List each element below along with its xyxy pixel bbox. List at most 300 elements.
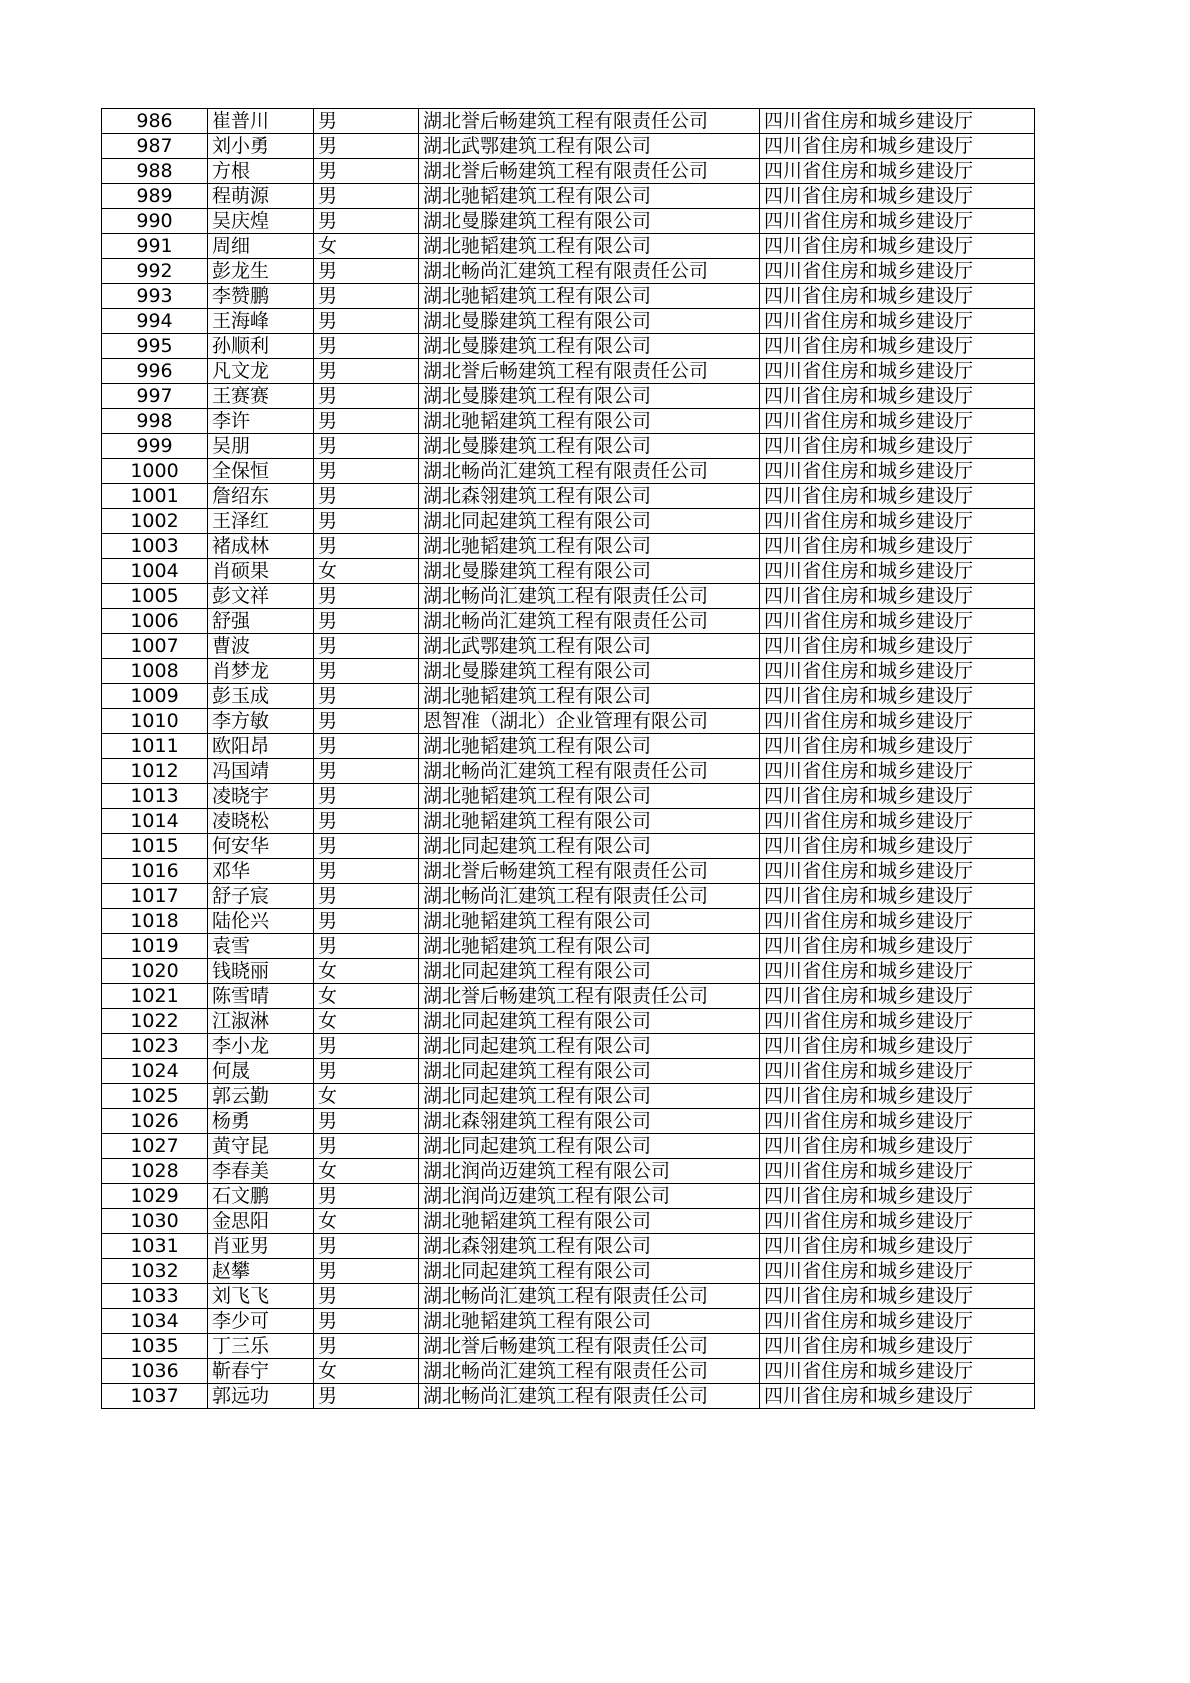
serial-number-cell: 993 <box>102 284 208 309</box>
gender-cell: 男 <box>314 334 419 359</box>
gender-cell: 女 <box>314 1084 419 1109</box>
table-row <box>102 109 1035 134</box>
company-cell: 湖北同起建筑工程有限公司 <box>419 1034 760 1059</box>
company-cell: 湖北誉后畅建筑工程有限责任公司 <box>419 984 760 1009</box>
table-row <box>102 634 1035 659</box>
table-row <box>102 984 1035 1009</box>
department-cell: 四川省住房和城乡建设厅 <box>760 309 1035 334</box>
company-cell: 湖北驰韬建筑工程有限公司 <box>419 784 760 809</box>
gender-cell: 男 <box>314 159 419 184</box>
gender-cell: 男 <box>314 209 419 234</box>
gender-cell: 男 <box>314 584 419 609</box>
gender-cell: 男 <box>314 1059 419 1084</box>
department-cell: 四川省住房和城乡建设厅 <box>760 1259 1035 1284</box>
name-cell: 欧阳昂 <box>208 734 314 759</box>
gender-cell: 男 <box>314 784 419 809</box>
serial-number-cell: 990 <box>102 209 208 234</box>
serial-number-cell: 1024 <box>102 1059 208 1084</box>
serial-number-cell: 991 <box>102 234 208 259</box>
table-row <box>102 1234 1035 1259</box>
serial-number-cell: 1015 <box>102 834 208 859</box>
name-cell: 袁雪 <box>208 934 314 959</box>
gender-cell: 男 <box>314 1284 419 1309</box>
table-row <box>102 684 1035 709</box>
department-cell: 四川省住房和城乡建设厅 <box>760 1184 1035 1209</box>
table-row <box>102 209 1035 234</box>
department-cell: 四川省住房和城乡建设厅 <box>760 1209 1035 1234</box>
company-cell: 湖北曼滕建筑工程有限公司 <box>419 334 760 359</box>
department-cell: 四川省住房和城乡建设厅 <box>760 559 1035 584</box>
name-cell: 李少可 <box>208 1309 314 1334</box>
company-cell: 湖北誉后畅建筑工程有限责任公司 <box>419 109 760 134</box>
company-cell: 湖北畅尚汇建筑工程有限责任公司 <box>419 1359 760 1384</box>
company-cell: 湖北同起建筑工程有限公司 <box>419 509 760 534</box>
company-cell: 湖北森翎建筑工程有限公司 <box>419 484 760 509</box>
gender-cell: 女 <box>314 1359 419 1384</box>
serial-number-cell: 1008 <box>102 659 208 684</box>
department-cell: 四川省住房和城乡建设厅 <box>760 484 1035 509</box>
table-row <box>102 184 1035 209</box>
department-cell: 四川省住房和城乡建设厅 <box>760 909 1035 934</box>
table-row <box>102 909 1035 934</box>
serial-number-cell: 1025 <box>102 1084 208 1109</box>
department-cell: 四川省住房和城乡建设厅 <box>760 134 1035 159</box>
gender-cell: 男 <box>314 134 419 159</box>
gender-cell: 男 <box>314 359 419 384</box>
name-cell: 褚成林 <box>208 534 314 559</box>
name-cell: 凌晓宇 <box>208 784 314 809</box>
name-cell: 詹绍东 <box>208 484 314 509</box>
gender-cell: 女 <box>314 1209 419 1234</box>
company-cell: 湖北曼滕建筑工程有限公司 <box>419 384 760 409</box>
gender-cell: 男 <box>314 859 419 884</box>
company-cell: 湖北森翎建筑工程有限公司 <box>419 1109 760 1134</box>
name-cell: 郭云勤 <box>208 1084 314 1109</box>
company-cell: 湖北驰韬建筑工程有限公司 <box>419 934 760 959</box>
name-cell: 李小龙 <box>208 1034 314 1059</box>
department-cell: 四川省住房和城乡建设厅 <box>760 1084 1035 1109</box>
table-row <box>102 1009 1035 1034</box>
serial-number-cell: 1021 <box>102 984 208 1009</box>
gender-cell: 男 <box>314 684 419 709</box>
table-row <box>102 1134 1035 1159</box>
gender-cell: 男 <box>314 484 419 509</box>
gender-cell: 男 <box>314 609 419 634</box>
gender-cell: 男 <box>314 509 419 534</box>
gender-cell: 男 <box>314 109 419 134</box>
gender-cell: 男 <box>314 909 419 934</box>
department-cell: 四川省住房和城乡建设厅 <box>760 634 1035 659</box>
department-cell: 四川省住房和城乡建设厅 <box>760 884 1035 909</box>
serial-number-cell: 1005 <box>102 584 208 609</box>
table-row <box>102 1034 1035 1059</box>
company-cell: 湖北畅尚汇建筑工程有限责任公司 <box>419 259 760 284</box>
company-cell: 湖北同起建筑工程有限公司 <box>419 1259 760 1284</box>
name-cell: 何晟 <box>208 1059 314 1084</box>
name-cell: 靳春宁 <box>208 1359 314 1384</box>
serial-number-cell: 1017 <box>102 884 208 909</box>
department-cell: 四川省住房和城乡建设厅 <box>760 609 1035 634</box>
table-row <box>102 584 1035 609</box>
serial-number-cell: 1020 <box>102 959 208 984</box>
serial-number-cell: 1019 <box>102 934 208 959</box>
department-cell: 四川省住房和城乡建设厅 <box>760 709 1035 734</box>
company-cell: 湖北同起建筑工程有限公司 <box>419 1059 760 1084</box>
gender-cell: 男 <box>314 259 419 284</box>
serial-number-cell: 1034 <box>102 1309 208 1334</box>
table-row <box>102 1259 1035 1284</box>
serial-number-cell: 997 <box>102 384 208 409</box>
company-cell: 恩智准（湖北）企业管理有限公司 <box>419 709 760 734</box>
gender-cell: 男 <box>314 709 419 734</box>
serial-number-cell: 1027 <box>102 1134 208 1159</box>
company-cell: 湖北誉后畅建筑工程有限责任公司 <box>419 359 760 384</box>
serial-number-cell: 989 <box>102 184 208 209</box>
company-cell: 湖北畅尚汇建筑工程有限责任公司 <box>419 759 760 784</box>
serial-number-cell: 1037 <box>102 1384 208 1409</box>
name-cell: 李方敏 <box>208 709 314 734</box>
name-cell: 曹波 <box>208 634 314 659</box>
table-row <box>102 309 1035 334</box>
table-row <box>102 384 1035 409</box>
table-row <box>102 834 1035 859</box>
table-row <box>102 1384 1035 1409</box>
gender-cell: 女 <box>314 1159 419 1184</box>
company-cell: 湖北润尚迈建筑工程有限公司 <box>419 1159 760 1184</box>
name-cell: 肖梦龙 <box>208 659 314 684</box>
roster-table <box>101 108 1035 1409</box>
table-row <box>102 509 1035 534</box>
company-cell: 湖北驰韬建筑工程有限公司 <box>419 684 760 709</box>
gender-cell: 男 <box>314 734 419 759</box>
serial-number-cell: 1001 <box>102 484 208 509</box>
department-cell: 四川省住房和城乡建设厅 <box>760 1334 1035 1359</box>
department-cell: 四川省住房和城乡建设厅 <box>760 734 1035 759</box>
gender-cell: 男 <box>314 184 419 209</box>
name-cell: 彭龙生 <box>208 259 314 284</box>
department-cell: 四川省住房和城乡建设厅 <box>760 1359 1035 1384</box>
company-cell: 湖北曼滕建筑工程有限公司 <box>419 559 760 584</box>
table-row <box>102 1084 1035 1109</box>
table-row <box>102 284 1035 309</box>
name-cell: 赵攀 <box>208 1259 314 1284</box>
name-cell: 李许 <box>208 409 314 434</box>
serial-number-cell: 998 <box>102 409 208 434</box>
table-row <box>102 859 1035 884</box>
company-cell: 湖北誉后畅建筑工程有限责任公司 <box>419 859 760 884</box>
department-cell: 四川省住房和城乡建设厅 <box>760 1009 1035 1034</box>
name-cell: 彭文祥 <box>208 584 314 609</box>
serial-number-cell: 1030 <box>102 1209 208 1234</box>
company-cell: 湖北驰韬建筑工程有限公司 <box>419 734 760 759</box>
serial-number-cell: 1000 <box>102 459 208 484</box>
company-cell: 湖北曼滕建筑工程有限公司 <box>419 309 760 334</box>
serial-number-cell: 996 <box>102 359 208 384</box>
table-row <box>102 409 1035 434</box>
name-cell: 程萌源 <box>208 184 314 209</box>
table-row <box>102 734 1035 759</box>
department-cell: 四川省住房和城乡建设厅 <box>760 934 1035 959</box>
table-row <box>102 934 1035 959</box>
table-row <box>102 484 1035 509</box>
department-cell: 四川省住房和城乡建设厅 <box>760 1134 1035 1159</box>
name-cell: 孙顺利 <box>208 334 314 359</box>
department-cell: 四川省住房和城乡建设厅 <box>760 809 1035 834</box>
gender-cell: 男 <box>314 534 419 559</box>
company-cell: 湖北畅尚汇建筑工程有限责任公司 <box>419 459 760 484</box>
serial-number-cell: 1014 <box>102 809 208 834</box>
department-cell: 四川省住房和城乡建设厅 <box>760 584 1035 609</box>
name-cell: 吴朋 <box>208 434 314 459</box>
serial-number-cell: 1031 <box>102 1234 208 1259</box>
department-cell: 四川省住房和城乡建设厅 <box>760 234 1035 259</box>
serial-number-cell: 1022 <box>102 1009 208 1034</box>
department-cell: 四川省住房和城乡建设厅 <box>760 1384 1035 1409</box>
gender-cell: 男 <box>314 1109 419 1134</box>
department-cell: 四川省住房和城乡建设厅 <box>760 1284 1035 1309</box>
serial-number-cell: 1023 <box>102 1034 208 1059</box>
serial-number-cell: 1029 <box>102 1184 208 1209</box>
company-cell: 湖北武鄂建筑工程有限公司 <box>419 634 760 659</box>
serial-number-cell: 1010 <box>102 709 208 734</box>
gender-cell: 男 <box>314 1384 419 1409</box>
company-cell: 湖北畅尚汇建筑工程有限责任公司 <box>419 1384 760 1409</box>
name-cell: 周细 <box>208 234 314 259</box>
table-row <box>102 1059 1035 1084</box>
table-row <box>102 1184 1035 1209</box>
gender-cell: 男 <box>314 434 419 459</box>
gender-cell: 男 <box>314 659 419 684</box>
name-cell: 石文鹏 <box>208 1184 314 1209</box>
company-cell: 湖北驰韬建筑工程有限公司 <box>419 909 760 934</box>
name-cell: 彭玉成 <box>208 684 314 709</box>
table-row <box>102 809 1035 834</box>
serial-number-cell: 1004 <box>102 559 208 584</box>
department-cell: 四川省住房和城乡建设厅 <box>760 359 1035 384</box>
company-cell: 湖北驰韬建筑工程有限公司 <box>419 184 760 209</box>
serial-number-cell: 1033 <box>102 1284 208 1309</box>
department-cell: 四川省住房和城乡建设厅 <box>760 984 1035 1009</box>
serial-number-cell: 1012 <box>102 759 208 784</box>
company-cell: 湖北畅尚汇建筑工程有限责任公司 <box>419 609 760 634</box>
department-cell: 四川省住房和城乡建设厅 <box>760 659 1035 684</box>
department-cell: 四川省住房和城乡建设厅 <box>760 834 1035 859</box>
company-cell: 湖北驰韬建筑工程有限公司 <box>419 409 760 434</box>
serial-number-cell: 999 <box>102 434 208 459</box>
table-row <box>102 609 1035 634</box>
serial-number-cell: 1007 <box>102 634 208 659</box>
name-cell: 崔普川 <box>208 109 314 134</box>
name-cell: 刘小勇 <box>208 134 314 159</box>
department-cell: 四川省住房和城乡建设厅 <box>760 509 1035 534</box>
department-cell: 四川省住房和城乡建设厅 <box>760 959 1035 984</box>
table-row <box>102 1284 1035 1309</box>
gender-cell: 女 <box>314 234 419 259</box>
table-row <box>102 884 1035 909</box>
name-cell: 郭远功 <box>208 1384 314 1409</box>
company-cell: 湖北驰韬建筑工程有限公司 <box>419 809 760 834</box>
gender-cell: 男 <box>314 384 419 409</box>
department-cell: 四川省住房和城乡建设厅 <box>760 784 1035 809</box>
serial-number-cell: 994 <box>102 309 208 334</box>
company-cell: 湖北誉后畅建筑工程有限责任公司 <box>419 1334 760 1359</box>
name-cell: 王泽红 <box>208 509 314 534</box>
company-cell: 湖北同起建筑工程有限公司 <box>419 1009 760 1034</box>
name-cell: 肖亚男 <box>208 1234 314 1259</box>
name-cell: 全保恒 <box>208 459 314 484</box>
company-cell: 湖北驰韬建筑工程有限公司 <box>419 284 760 309</box>
department-cell: 四川省住房和城乡建设厅 <box>760 109 1035 134</box>
company-cell: 湖北曼滕建筑工程有限公司 <box>419 434 760 459</box>
department-cell: 四川省住房和城乡建设厅 <box>760 384 1035 409</box>
serial-number-cell: 986 <box>102 109 208 134</box>
gender-cell: 男 <box>314 934 419 959</box>
gender-cell: 男 <box>314 1334 419 1359</box>
serial-number-cell: 1016 <box>102 859 208 884</box>
name-cell: 王海峰 <box>208 309 314 334</box>
serial-number-cell: 1003 <box>102 534 208 559</box>
company-cell: 湖北驰韬建筑工程有限公司 <box>419 1309 760 1334</box>
gender-cell: 女 <box>314 959 419 984</box>
name-cell: 李赞鹏 <box>208 284 314 309</box>
company-cell: 湖北同起建筑工程有限公司 <box>419 1134 760 1159</box>
gender-cell: 男 <box>314 309 419 334</box>
gender-cell: 男 <box>314 1034 419 1059</box>
gender-cell: 男 <box>314 884 419 909</box>
company-cell: 湖北畅尚汇建筑工程有限责任公司 <box>419 1284 760 1309</box>
gender-cell: 女 <box>314 559 419 584</box>
gender-cell: 男 <box>314 1184 419 1209</box>
serial-number-cell: 987 <box>102 134 208 159</box>
department-cell: 四川省住房和城乡建设厅 <box>760 434 1035 459</box>
table-row <box>102 134 1035 159</box>
table-row <box>102 559 1035 584</box>
department-cell: 四川省住房和城乡建设厅 <box>760 1034 1035 1059</box>
gender-cell: 男 <box>314 284 419 309</box>
gender-cell: 女 <box>314 984 419 1009</box>
table-row <box>102 1209 1035 1234</box>
department-cell: 四川省住房和城乡建设厅 <box>760 534 1035 559</box>
gender-cell: 男 <box>314 459 419 484</box>
department-cell: 四川省住房和城乡建设厅 <box>760 209 1035 234</box>
department-cell: 四川省住房和城乡建设厅 <box>760 459 1035 484</box>
table-row <box>102 784 1035 809</box>
name-cell: 陈雪晴 <box>208 984 314 1009</box>
department-cell: 四川省住房和城乡建设厅 <box>760 334 1035 359</box>
company-cell: 湖北驰韬建筑工程有限公司 <box>419 1209 760 1234</box>
table-row <box>102 334 1035 359</box>
serial-number-cell: 1032 <box>102 1259 208 1284</box>
serial-number-cell: 1011 <box>102 734 208 759</box>
gender-cell: 男 <box>314 759 419 784</box>
department-cell: 四川省住房和城乡建设厅 <box>760 259 1035 284</box>
serial-number-cell: 1018 <box>102 909 208 934</box>
department-cell: 四川省住房和城乡建设厅 <box>760 1309 1035 1334</box>
company-cell: 湖北同起建筑工程有限公司 <box>419 834 760 859</box>
serial-number-cell: 1036 <box>102 1359 208 1384</box>
company-cell: 湖北润尚迈建筑工程有限公司 <box>419 1184 760 1209</box>
gender-cell: 男 <box>314 634 419 659</box>
department-cell: 四川省住房和城乡建设厅 <box>760 184 1035 209</box>
serial-number-cell: 1035 <box>102 1334 208 1359</box>
table-row <box>102 659 1035 684</box>
name-cell: 黄守昆 <box>208 1134 314 1159</box>
department-cell: 四川省住房和城乡建设厅 <box>760 1059 1035 1084</box>
department-cell: 四川省住房和城乡建设厅 <box>760 159 1035 184</box>
gender-cell: 男 <box>314 1134 419 1159</box>
table-row <box>102 1334 1035 1359</box>
roster-table-body <box>102 109 1035 1409</box>
table-row <box>102 259 1035 284</box>
company-cell: 湖北畅尚汇建筑工程有限责任公司 <box>419 884 760 909</box>
name-cell: 何安华 <box>208 834 314 859</box>
company-cell: 湖北曼滕建筑工程有限公司 <box>419 659 760 684</box>
serial-number-cell: 1002 <box>102 509 208 534</box>
serial-number-cell: 1028 <box>102 1159 208 1184</box>
name-cell: 肖硕果 <box>208 559 314 584</box>
table-row <box>102 359 1035 384</box>
name-cell: 李春美 <box>208 1159 314 1184</box>
name-cell: 钱晓丽 <box>208 959 314 984</box>
table-row <box>102 534 1035 559</box>
company-cell: 湖北畅尚汇建筑工程有限责任公司 <box>419 584 760 609</box>
serial-number-cell: 1013 <box>102 784 208 809</box>
name-cell: 江淑淋 <box>208 1009 314 1034</box>
company-cell: 湖北武鄂建筑工程有限公司 <box>419 134 760 159</box>
department-cell: 四川省住房和城乡建设厅 <box>760 684 1035 709</box>
table-row <box>102 759 1035 784</box>
department-cell: 四川省住房和城乡建设厅 <box>760 1109 1035 1134</box>
serial-number-cell: 1006 <box>102 609 208 634</box>
name-cell: 凌晓松 <box>208 809 314 834</box>
name-cell: 杨勇 <box>208 1109 314 1134</box>
gender-cell: 男 <box>314 834 419 859</box>
serial-number-cell: 992 <box>102 259 208 284</box>
table-row <box>102 459 1035 484</box>
department-cell: 四川省住房和城乡建设厅 <box>760 1159 1035 1184</box>
serial-number-cell: 1026 <box>102 1109 208 1134</box>
table-row <box>102 1109 1035 1134</box>
name-cell: 冯国靖 <box>208 759 314 784</box>
name-cell: 吴庆煌 <box>208 209 314 234</box>
company-cell: 湖北同起建筑工程有限公司 <box>419 959 760 984</box>
table-row <box>102 959 1035 984</box>
name-cell: 凡文龙 <box>208 359 314 384</box>
department-cell: 四川省住房和城乡建设厅 <box>760 409 1035 434</box>
name-cell: 陆伦兴 <box>208 909 314 934</box>
gender-cell: 男 <box>314 409 419 434</box>
company-cell: 湖北驰韬建筑工程有限公司 <box>419 534 760 559</box>
company-cell: 湖北森翎建筑工程有限公司 <box>419 1234 760 1259</box>
company-cell: 湖北曼滕建筑工程有限公司 <box>419 209 760 234</box>
department-cell: 四川省住房和城乡建设厅 <box>760 284 1035 309</box>
gender-cell: 女 <box>314 1009 419 1034</box>
name-cell: 丁三乐 <box>208 1334 314 1359</box>
serial-number-cell: 988 <box>102 159 208 184</box>
table-row <box>102 234 1035 259</box>
table-row <box>102 159 1035 184</box>
name-cell: 邓华 <box>208 859 314 884</box>
department-cell: 四川省住房和城乡建设厅 <box>760 759 1035 784</box>
gender-cell: 男 <box>314 1234 419 1259</box>
table-row <box>102 1159 1035 1184</box>
serial-number-cell: 995 <box>102 334 208 359</box>
company-cell: 湖北同起建筑工程有限公司 <box>419 1084 760 1109</box>
gender-cell: 男 <box>314 809 419 834</box>
table-row <box>102 1359 1035 1384</box>
serial-number-cell: 1009 <box>102 684 208 709</box>
name-cell: 舒子宸 <box>208 884 314 909</box>
